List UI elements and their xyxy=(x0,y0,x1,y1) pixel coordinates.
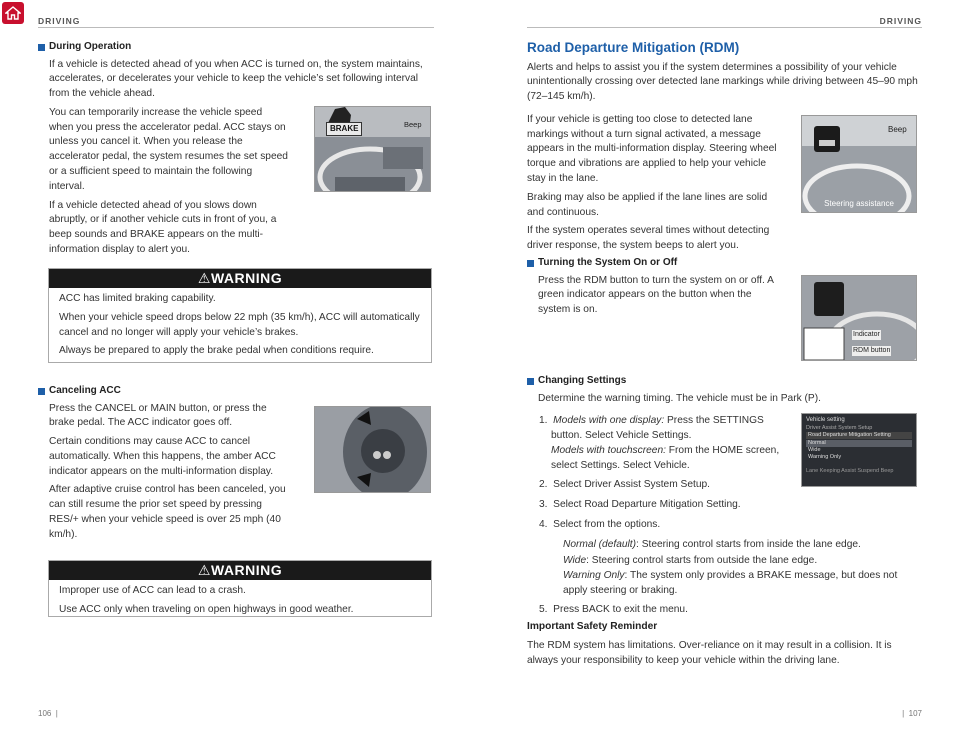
home-icon xyxy=(5,6,21,20)
warning-line: When your vehicle speed drops below 22 mph (35 km/h), ACC will automatically cancel and no longer will apply your vehicle’s brakes. xyxy=(59,311,420,338)
indicator-label: Indicator xyxy=(852,330,881,340)
reminder-heading: Important Safety Reminder xyxy=(527,621,658,632)
page-number-left: 106 | xyxy=(38,709,58,718)
canceling-acc-heading: Canceling ACC xyxy=(38,384,434,399)
step-3: 3. Select Road Departure Mitigation Setting. xyxy=(539,499,741,511)
section-header-left: DRIVING xyxy=(38,16,81,26)
paragraph: Braking may also be applied if the lane lines are solid and continuous. xyxy=(527,191,768,218)
beep-label: Beep xyxy=(404,120,422,129)
option-wide: Wide: Steering control starts from outside the lane edge. xyxy=(563,554,818,566)
paragraph: Determine the warning timing. The vehicle must be in Park (P). xyxy=(538,392,821,404)
page-number-right: | 107 xyxy=(902,709,922,718)
paragraph: Alerts and helps to assist you if the system determines a possibility of your vehicle unintentionally crossing over detected lane markings while driving between 45–90 mph (72–145 km/h). xyxy=(527,61,918,103)
screen-option-wide: Wide xyxy=(808,447,821,454)
rdm-button-label: RDM button xyxy=(852,346,891,356)
paragraph: You can temporarily increase the vehicle speed when you press the accelerator pedal. ACC stays on unless you cancel it. When you release the accelerator pedal, the system resumes the set speed or a sufficient speed to maintain the following interval. xyxy=(49,106,288,192)
steering-wheel-buttons-figure xyxy=(314,406,431,493)
paragraph: If your vehicle is getting too close to detected lane markings without a turn signal activated, a message appears in the multi-information display. Steering wheel torque and vibrations are applied to help your vehicle stay in the lane. xyxy=(527,113,777,185)
section-bullet-icon xyxy=(38,44,45,51)
warning-line: ACC has limited braking capability. xyxy=(59,293,216,304)
step-5: 5. Press BACK to exit the menu. xyxy=(539,603,688,615)
section-bullet-icon xyxy=(527,260,534,267)
during-operation-heading: During Operation xyxy=(38,40,434,55)
steering-assistance-figure xyxy=(801,115,917,213)
header-rule-left xyxy=(38,27,434,28)
changing-heading: Changing Settings xyxy=(527,374,922,389)
home-button[interactable] xyxy=(2,2,24,24)
section-bullet-icon xyxy=(38,388,45,395)
beep-label: Beep xyxy=(888,125,907,134)
turning-heading: Turning the System On or Off xyxy=(527,256,922,271)
paragraph: The RDM system has limitations. Over-reliance on it may result in a collision. It is always your responsibility to keep your vehicle within the driving lane. xyxy=(527,639,892,666)
step-4: 4. Select from the options. xyxy=(539,518,661,530)
section-bullet-icon xyxy=(527,378,534,385)
rdm-button-figure xyxy=(801,275,917,361)
warning-box-2 xyxy=(48,560,432,617)
paragraph: If a vehicle detected ahead of you slows down abruptly, or if another vehicle cuts in front of you, a beep sounds and BRAKE appears on the multi-information display to alert you. xyxy=(49,199,277,255)
paragraph: If the system operates several times without detecting driver response, the system beeps to alert you. xyxy=(527,225,770,252)
paragraph: Press the RDM button to turn the system on or off. A green indicator appears on the button when the system is on. xyxy=(538,274,774,316)
screen-heading: Road Departure Mitigation Setting xyxy=(806,432,912,439)
safety-reminder-section xyxy=(527,620,922,672)
screen-option-normal: Normal xyxy=(806,440,912,447)
warning-line: Improper use of ACC can lead to a crash. xyxy=(59,585,246,596)
paragraph: Certain conditions may cause ACC to cancel automatically. When this happens, the amber ACC indicator appears on the multi-information display. xyxy=(49,436,276,477)
brake-display-figure xyxy=(314,106,431,192)
settings-screen-figure xyxy=(801,413,917,487)
warning-box-1 xyxy=(48,268,432,363)
warning-triangle-icon: ⚠ xyxy=(197,270,211,286)
screen-option-warning-only: Warning Only xyxy=(808,454,842,461)
warning-triangle-icon: ⚠ xyxy=(197,562,211,578)
warning-title: ⚠WARNING xyxy=(49,561,431,580)
screen-title: Vehicle setting xyxy=(806,417,845,423)
screen-subtitle: Driver Assist System Setup xyxy=(806,424,873,431)
page-title: Road Departure Mitigation (RDM) xyxy=(527,40,740,55)
option-normal: Normal (default): Steering control starts from inside the lane edge. xyxy=(563,538,861,550)
figure-caption: Steering assistance xyxy=(824,199,894,209)
screen-footer: Lane Keeping Assist Suspend Beep xyxy=(806,467,894,474)
warning-line: Always be prepared to apply the brake pedal when conditions require. xyxy=(59,345,374,357)
section-header-right: DRIVING xyxy=(879,16,922,26)
paragraph: After adaptive cruise control has been canceled, you can still resume the prior set speed by pressing RES/+ when your vehicle speed is over 25 mph (40 km/h). xyxy=(49,484,286,540)
option-warning-only: Warning Only: The system only provides a BRAKE message, but does not apply steering or braking. xyxy=(563,570,898,597)
changing-settings-section xyxy=(527,374,922,623)
paragraph: Press the CANCEL or MAIN button, or press the brake pedal. The ACC indicator goes off. xyxy=(49,402,267,429)
header-rule-right xyxy=(527,27,922,28)
warning-line: Use ACC only when traveling on open highways in good weather. xyxy=(59,603,354,615)
paragraph: If a vehicle is detected ahead of you when ACC is turned on, the system maintains, accelerates, or decelerates your vehicle to keep the vehicle’s set following interval from the vehicle ahead. xyxy=(49,58,423,100)
step-1: 1. Models with one display: Press the SETTINGS button. Select Vehicle Settings. Models with touchscreen: From the HOME screen, select Settings. Select Vehicle. xyxy=(539,415,780,471)
warning-title: ⚠WARNING xyxy=(49,269,431,288)
step-2: 2. Select Driver Assist System Setup. xyxy=(539,479,710,491)
brake-label: BRAKE xyxy=(326,122,362,136)
